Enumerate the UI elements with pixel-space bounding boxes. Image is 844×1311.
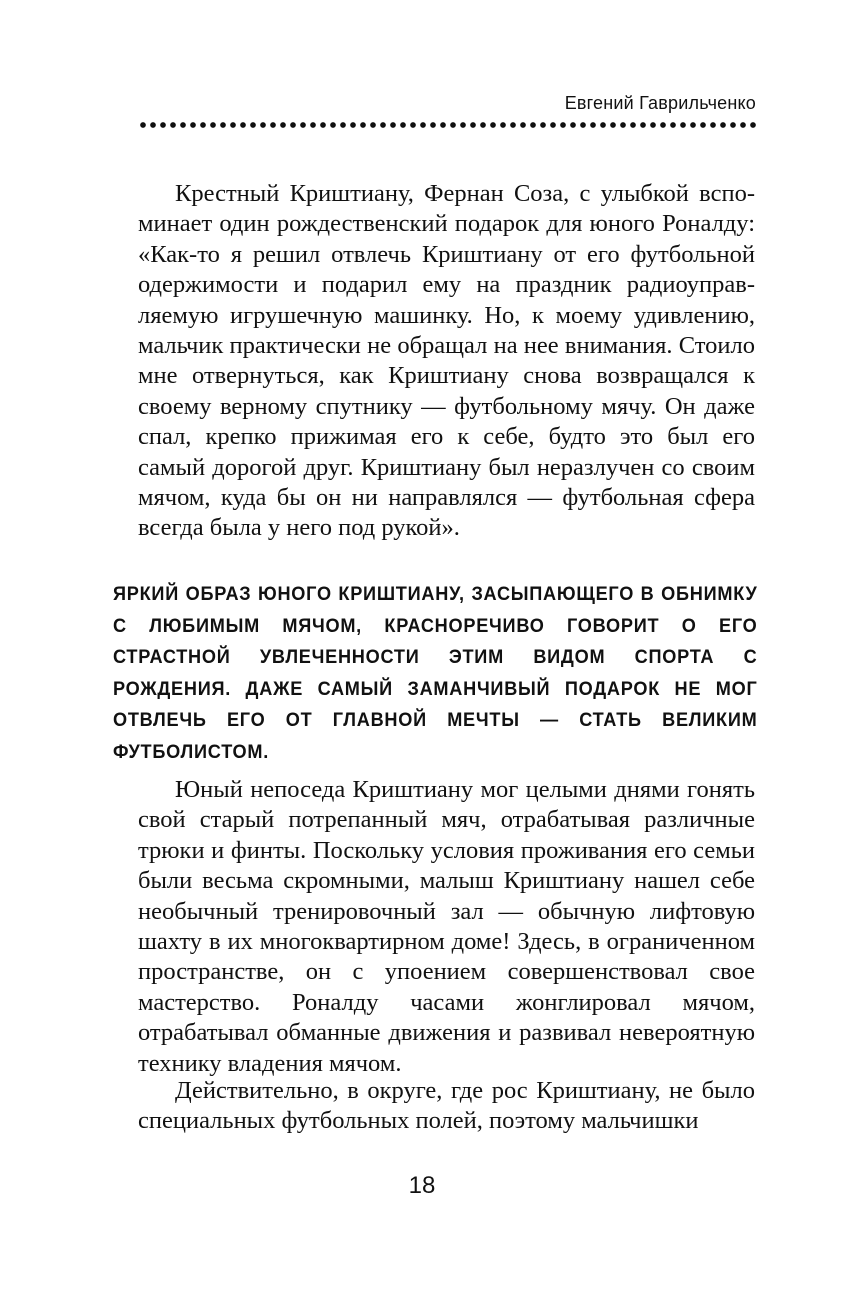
dotted-divider [138, 121, 758, 129]
page-number: 18 [408, 1172, 436, 1199]
body-paragraph-3: Действительно, в округе, где рос Криштиану, не было специальных футбольных полей, поэтому мальчишки [138, 1077, 755, 1135]
body-paragraph-1: Крестный Криштиану, Фернан Соза, с улыбкой вспоминает один рождественский подарок для юного Роналду: «Как-то я решил отвлечь Криштиану от его футбольной одержимости и подарил ему на праздник радиоуправляемую игрушечную машинку. Но, к моему удивлению, мальчик практически не обращал на нее внимания. Стоило мне отвернуться, как Криштиану снова возвращался к своему верному спутнику — футбольному мячу. Он даже спал, крепко прижимая его к себе, будто это был его самый дорогой друг. Криштиану был неразлучен со своим мячом, куда бы он ни направлялся — футбольная сфера всегда была у него под рукой». [138, 180, 755, 542]
body-paragraph-2: Юный непоседа Криштиану мог целыми днями гонять свой старый потрепанный мяч, отрабатывая различные трюки и финты. Поскольку условия проживания его семьи были весьма скромными, малыш Криштиану нашел себе необычный тренировочный зал — обычную лифтовую шахту в их многоквартирном доме! Здесь, в ограниченном пространстве, он с упоением совершенствовал свое мастерство. Роналду часами жонглировал мячом, отрабатывал обманные движения и развивал невероятную технику владения мячом. [138, 776, 755, 1077]
running-header-author: Евгений Гаврильченко [564, 93, 756, 113]
pull-quote: ЯРКИЙ ОБРАЗ ЮНОГО КРИШТИАНУ, ЗАСЫПАЮЩЕГО В ОБНИМКУ С ЛЮБИМЫМ МЯЧОМ, КРАСНОРЕЧИВО ГОВОРИТ О ЕГО СТРАСТНОЙ УВЛЕЧЕННОСТИ ЭТИМ ВИДОМ СПОРТА С РОЖДЕНИЯ. ДАЖЕ САМЫЙ ЗАМАНЧИВЫЙ ПОДАРОК НЕ МОГ ОТВЛЕЧЬ ЕГО ОТ ГЛАВНОЙ МЕЧТЫ — СТАТЬ ВЕЛИКИМ ФУТБОЛИСТОМ. [113, 583, 758, 763]
